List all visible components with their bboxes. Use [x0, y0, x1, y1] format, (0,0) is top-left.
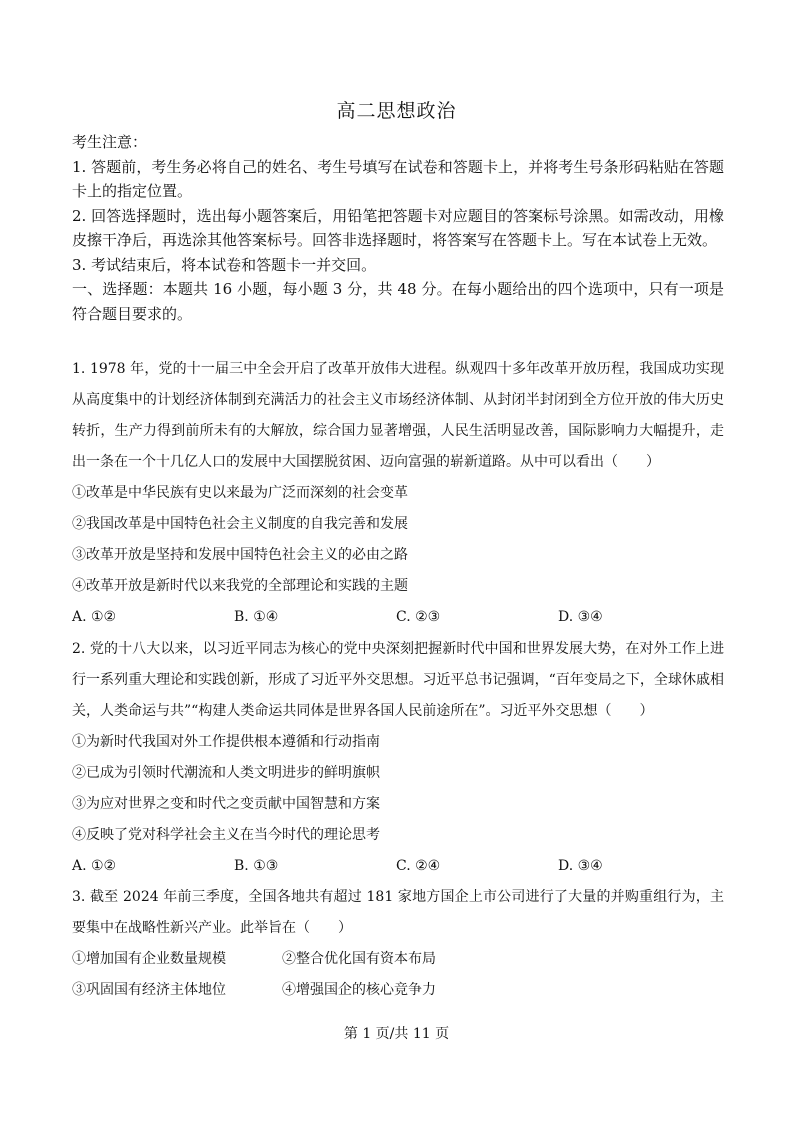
statement: ③改革开放是坚持和发展中国特色社会主义的必由之路	[72, 547, 408, 563]
option-b: B. ①③	[234, 858, 279, 874]
question-1	[72, 354, 724, 633]
statement: ①改革是中华民族有史以来最为广泛而深刻的社会变革	[72, 485, 408, 501]
option-d: D. ③④	[558, 609, 603, 625]
notice-heading: 考生注意：	[72, 133, 148, 151]
statement-row	[72, 975, 724, 1006]
question-2	[72, 634, 724, 882]
statement: ④改革开放是新时代以来我党的全部理论和实践的主题	[72, 578, 408, 594]
option-c: C. ②④	[396, 858, 441, 874]
statement: ②我国改革是中国特色社会主义制度的自我完善和发展	[72, 516, 408, 532]
notice-block	[72, 130, 724, 326]
statement-row	[72, 944, 724, 975]
option-a: A. ①②	[72, 609, 117, 625]
section-heading: 一、选择题：本题共 16 小题，每小题 3 分，共 48 分。在每小题给出的四个选项中，只有一项是符合题目要求的。	[72, 280, 724, 323]
page-title: 高二思想政治	[336, 100, 457, 122]
option-a: A. ①②	[72, 858, 117, 874]
statement: ④反映了党对科学社会主义在当今时代的理论思考	[72, 827, 380, 843]
notice-item: 2. 回答选择题时，选出每小题答案后，用铅笔把答题卡对应题目的答案标号涂黑。如需改动，用橡皮擦干净后，再选涂其他答案标号。回答非选择题时，将答案写在答题卡上。写在本试卷上无效。	[72, 206, 724, 249]
answer-options	[72, 851, 724, 882]
question-stem: 3. 截至 2024 年前三季度，全国各地共有超过 181 家地方国企上市公司进行了大量的并购重组行为，主要集中在战略性新兴产业。此举旨在（ ）	[72, 889, 724, 936]
option-d: D. ③④	[558, 858, 603, 874]
notice-item: 3. 考试结束后，将本试卷和答题卡一并交回。	[72, 255, 377, 274]
question-stem: 1. 1978 年，党的十一届三中全会开启了改革开放伟大进程。纵观四十多年改革开放历程，我国成功实现从高度集中的计划经济体制到充满活力的社会主义市场经济体制、从封闭半封闭到全方位开放的伟大历史转折，生产力得到前所未有的大解放，综合国力显著增强，人民生活明显改善，国际影响力大幅提升，走出一条在一个十几亿人口的发展中大国摆脱贫困、迈向富强的崭新道路。从中可以看出（ ）	[72, 361, 724, 470]
option-c: C. ②③	[396, 609, 441, 625]
notice-item: 1. 答题前，考生务必将自己的姓名、考生号填写在试卷和答题卡上，并将考生号条形码粘贴在答题卡上的指定位置。	[72, 157, 724, 200]
statement: ③巩固国有经济主体地位	[72, 982, 226, 998]
statement: ②已成为引领时代潮流和人类文明进步的鲜明旗帜	[72, 765, 380, 781]
question-3	[72, 882, 724, 1006]
statement: ④增强国企的核心竞争力	[282, 982, 436, 998]
statement: ①为新时代我国对外工作提供根本遵循和行动指南	[72, 734, 380, 750]
statement: ②整合优化国有资本布局	[282, 951, 436, 967]
option-b: B. ①④	[234, 609, 279, 625]
answer-options	[72, 602, 724, 633]
statement: ③为应对世界之变和时代之变贡献中国智慧和方案	[72, 796, 380, 812]
question-stem: 2. 党的十八大以来，以习近平同志为核心的党中央深刻把握新时代中国和世界发展大势，在对外工作上进行一系列重大理论和实践创新，形成了习近平外交思想。习近平总书记强调，“百年变局之下，全球休戚相关，人类命运与共”“构建人类命运共同体是世界各国人民前途所在”。习近平外交思想（ ）	[72, 641, 724, 719]
statement: ①增加国有企业数量规模	[72, 951, 226, 967]
page-number: 第 1 页/共 11 页	[343, 1026, 450, 1042]
